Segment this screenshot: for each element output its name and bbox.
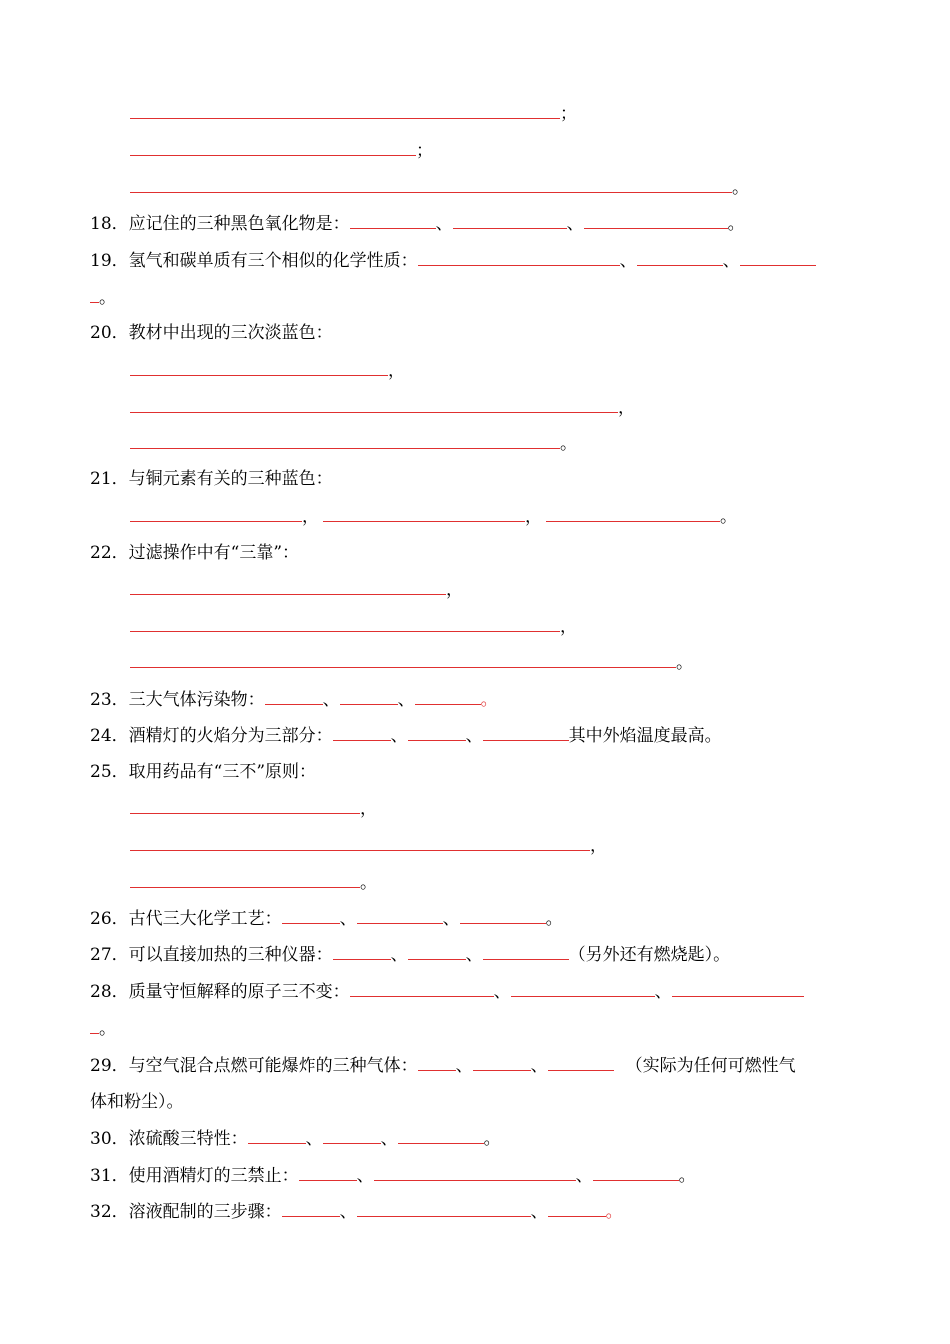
question-text: 过滤操作中有“三靠”： — [128, 543, 300, 563]
question-text: 酒精灯的火焰分为三部分： — [128, 726, 333, 746]
q17-line-1: ； — [130, 102, 577, 125]
question-text: 浓硫酸三特性： — [128, 1129, 248, 1149]
question-27: 27．可以直接加热的三种仪器： 、 、 （另外还有燃烧匙）。 — [90, 945, 731, 965]
q22-line-3: 。 — [130, 651, 693, 674]
answer-blank[interactable] — [90, 1017, 99, 1034]
answer-blank[interactable] — [350, 980, 494, 997]
answer-blank[interactable] — [130, 834, 590, 851]
answer-blank[interactable] — [546, 505, 720, 522]
answer-blank[interactable] — [415, 688, 481, 705]
question-text: 三大气体污染物： — [128, 690, 265, 710]
answer-blank[interactable] — [672, 980, 804, 997]
answer-blank[interactable] — [130, 396, 618, 413]
question-number: 31． — [90, 1166, 129, 1186]
question-23: 23．三大气体污染物： 、 、 。 — [90, 690, 498, 710]
answer-blank[interactable] — [130, 797, 360, 814]
q21-line-1: ， ， 。 — [130, 505, 737, 528]
question-18: 18．应记住的三种黑色氧化物是： 、 、 。 — [90, 214, 745, 234]
answer-blank[interactable] — [130, 102, 560, 119]
answer-blank[interactable] — [130, 359, 388, 376]
question-text: 与空气混合点燃可能爆炸的三种气体： — [128, 1056, 418, 1076]
question-21 — [90, 468, 333, 490]
answer-blank[interactable] — [130, 651, 676, 668]
question-text: 与铜元素有关的三种蓝色： — [128, 469, 333, 489]
answer-blank[interactable] — [418, 249, 620, 266]
answer-blank[interactable] — [453, 212, 567, 229]
answer-blank[interactable] — [460, 907, 546, 924]
question-number: 29． — [90, 1056, 129, 1076]
q25-line-2: ， — [130, 834, 607, 857]
answer-blank[interactable] — [299, 1164, 357, 1181]
answer-blank[interactable] — [483, 943, 569, 960]
answer-blank[interactable] — [740, 249, 816, 266]
question-28: 28．质量守恒解释的原子三不变： 、 、 — [90, 980, 804, 1003]
q20-line-3: 。 — [130, 432, 577, 455]
answer-blank[interactable] — [637, 249, 723, 266]
question-22 — [90, 542, 299, 564]
question-26: 26．古代三大化学工艺： 、 、 。 — [90, 909, 563, 929]
answer-blank[interactable] — [473, 1054, 531, 1071]
question-28-wrap: 。 — [90, 1017, 116, 1040]
answer-blank[interactable] — [248, 1127, 306, 1144]
question-30: 30．浓硫酸三特性： 、 、 。 — [90, 1129, 501, 1149]
question-19-wrap: 。 — [90, 286, 116, 309]
question-number: 26． — [90, 909, 129, 929]
q17-line-2: ； — [130, 139, 433, 162]
answer-blank[interactable] — [357, 907, 443, 924]
answer-blank[interactable] — [340, 688, 398, 705]
q22-line-2: ， — [130, 615, 577, 638]
question-29: 29．与空气混合点燃可能爆炸的三种气体： 、 、 （实际为任何可燃性气 — [90, 1056, 796, 1076]
question-24: 24．酒精灯的火焰分为三部分： 、 、 其中外焰温度最高。 — [90, 726, 722, 746]
question-text: 质量守恒解释的原子三不变： — [128, 982, 350, 1002]
answer-blank[interactable] — [408, 943, 466, 960]
q20-line-1: ， — [130, 359, 405, 382]
answer-blank[interactable] — [593, 1164, 679, 1181]
question-text: 古代三大化学工艺： — [128, 909, 282, 929]
question-20 — [90, 322, 333, 344]
question-25 — [90, 761, 316, 783]
question-number: 18． — [90, 214, 129, 234]
answer-blank[interactable] — [323, 1127, 381, 1144]
answer-blank[interactable] — [548, 1054, 614, 1071]
answer-blank[interactable] — [282, 1200, 340, 1217]
answer-blank[interactable] — [265, 688, 323, 705]
answer-blank[interactable] — [350, 212, 436, 229]
answer-blank[interactable] — [408, 724, 466, 741]
answer-blank[interactable] — [130, 578, 446, 595]
question-number: 23． — [90, 690, 129, 710]
answer-blank[interactable] — [511, 980, 655, 997]
question-31: 31．使用酒精灯的三禁止： 、 、 。 — [90, 1166, 696, 1186]
question-number: 30． — [90, 1129, 129, 1149]
answer-blank[interactable] — [90, 286, 99, 303]
answer-blank[interactable] — [130, 176, 732, 193]
answer-blank[interactable] — [282, 907, 340, 924]
question-19: 19．氢气和碳单质有三个相似的化学性质： 、 、 — [90, 249, 816, 272]
q20-line-2: ， — [130, 396, 635, 419]
question-number: 21． — [90, 469, 129, 489]
answer-blank[interactable] — [398, 1127, 484, 1144]
answer-blank[interactable] — [333, 943, 391, 960]
question-text: 可以直接加热的三种仪器： — [128, 945, 333, 965]
question-number: 25． — [90, 762, 129, 782]
answer-blank[interactable] — [418, 1054, 456, 1071]
q25-line-3: 。 — [130, 871, 377, 894]
answer-blank[interactable] — [483, 724, 569, 741]
question-number: 32． — [90, 1202, 129, 1222]
question-text: 氢气和碳单质有三个相似的化学性质： — [128, 251, 418, 271]
answer-blank[interactable] — [374, 1164, 576, 1181]
answer-blank[interactable] — [130, 871, 360, 888]
question-number: 20． — [90, 323, 129, 343]
question-text: 使用酒精灯的三禁止： — [128, 1166, 299, 1186]
answer-blank[interactable] — [357, 1200, 531, 1217]
answer-blank[interactable] — [323, 505, 525, 522]
answer-blank[interactable] — [130, 615, 560, 632]
question-text: 教材中出现的三次淡蓝色： — [128, 323, 333, 343]
q25-line-1: ， — [130, 797, 377, 820]
question-text: 应记住的三种黑色氧化物是： — [128, 214, 350, 234]
q17-line-3: 。 — [130, 176, 749, 199]
answer-blank[interactable] — [130, 432, 560, 449]
question-29-wrap: 体和粉尘）。 — [90, 1092, 184, 1112]
question-number: 22． — [90, 543, 129, 563]
answer-blank[interactable] — [584, 212, 728, 229]
answer-blank[interactable] — [333, 724, 391, 741]
answer-blank[interactable] — [130, 139, 416, 156]
question-text: 取用药品有“三不”原则： — [128, 762, 317, 782]
question-text: 溶液配制的三步骤： — [128, 1202, 282, 1222]
question-number: 24． — [90, 726, 129, 746]
question-number: 27． — [90, 945, 129, 965]
q22-line-1: ， — [130, 578, 463, 601]
answer-blank[interactable] — [548, 1200, 606, 1217]
question-32: 32．溶液配制的三步骤： 、 、 。 — [90, 1202, 623, 1222]
question-number: 19． — [90, 251, 129, 271]
question-number: 28． — [90, 982, 129, 1002]
answer-blank[interactable] — [130, 505, 302, 522]
